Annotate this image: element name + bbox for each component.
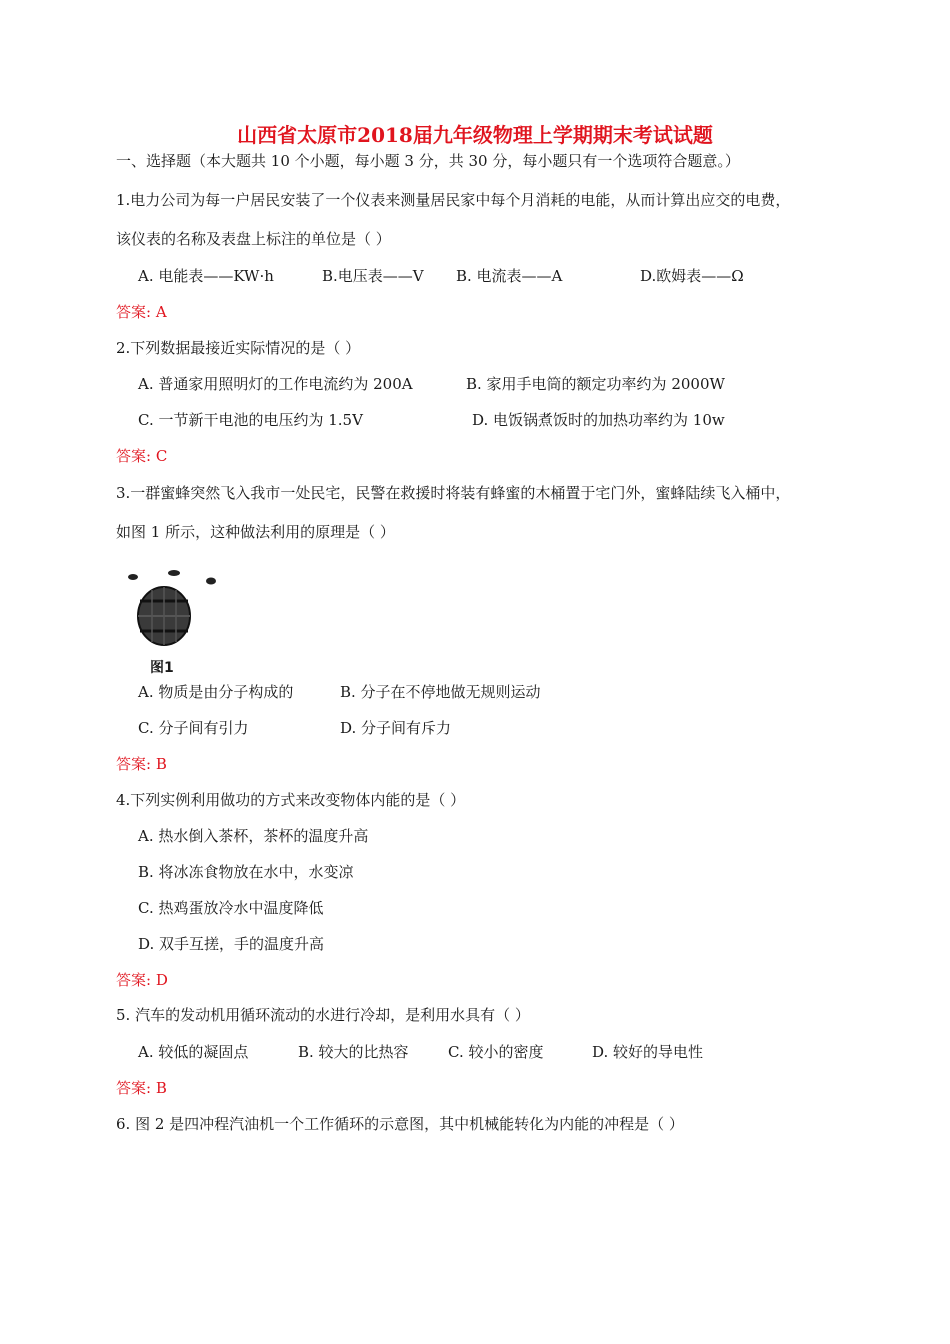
q3-option-b: B. 分子在不停地做无规则运动 <box>340 683 541 701</box>
q4-answer: 答案: D <box>116 971 168 989</box>
q2-option-d: D. 电饭锅煮饭时的加热功率约为 10w <box>472 411 725 429</box>
q1-stem-line2: 该仪表的名称及表盘上标注的单位是（ ） <box>116 230 391 248</box>
q6-stem: 6. 图 2 是四冲程汽油机一个工作循环的示意图，其中机械能转化为内能的冲程是（ ） <box>116 1115 684 1133</box>
q2-stem: 2.下列数据最接近实际情况的是（ ） <box>116 339 361 357</box>
q4-option-c: C. 热鸡蛋放冷水中温度降低 <box>138 899 324 917</box>
q1-stem-line1: 1.电力公司为每一户居民安装了一个仪表来测量居民家中每个月消耗的电能，从而计算出应交的电费， <box>116 191 791 209</box>
q2-option-b: B. 家用手电筒的额定功率约为 2000W <box>466 375 725 393</box>
document-title: 山西省太原市2018届九年级物理上学期期末考试试题 <box>237 123 713 147</box>
q3-answer: 答案: B <box>116 755 167 773</box>
q1-option-d: D.欧姆表——Ω <box>640 267 744 285</box>
q3-option-c: C. 分子间有引力 <box>138 719 249 737</box>
q2-option-c: C. 一节新干电池的电压约为 1.5V <box>138 411 363 429</box>
q1-option-a: A. 电能表——KW·h <box>138 267 274 285</box>
q4-option-d: D. 双手互搓，手的温度升高 <box>138 935 325 953</box>
q5-answer: 答案: B <box>116 1079 167 1097</box>
section-heading: 一、选择题（本大题共 10 个小题，每小题 3 分，共 30 分，每小题只有一个选项符合题意。） <box>116 152 740 170</box>
q2-option-a: A. 普通家用照明灯的工作电流约为 200A <box>138 375 413 393</box>
q5-option-c: C. 较小的密度 <box>448 1043 544 1061</box>
q5-stem: 5. 汽车的发动机用循环流动的水进行冷却，是利用水具有（ ） <box>116 1006 530 1024</box>
q2-answer: 答案: C <box>116 447 168 465</box>
q1-option-c: B. 电流表——A <box>456 267 563 285</box>
q5-option-b: B. 较大的比热容 <box>298 1043 409 1061</box>
figure-1-label: 图1 <box>150 660 174 676</box>
q3-option-d: D. 分子间有斥力 <box>340 719 452 737</box>
figure-1-bees-barrel <box>118 568 228 678</box>
q1-answer: 答案: A <box>116 303 167 321</box>
q1-option-b: B.电压表——V <box>322 267 424 285</box>
q5-option-a: A. 较低的凝固点 <box>138 1043 249 1061</box>
q3-option-a: A. 物质是由分子构成的 <box>138 683 294 701</box>
q3-stem-line1: 3.一群蜜蜂突然飞入我市一处民宅，民警在救援时将装有蜂蜜的木桶置于宅门外，蜜蜂陆续飞入桶中， <box>116 484 791 502</box>
q4-option-b: B. 将冰冻食物放在水中，水变凉 <box>138 863 354 881</box>
q3-stem-line2: 如图 1 所示，这种做法利用的原理是（ ） <box>116 523 395 541</box>
q4-stem: 4.下列实例利用做功的方式来改变物体内能的是（ ） <box>116 791 466 809</box>
q5-option-d: D. 较好的导电性 <box>592 1043 704 1061</box>
q4-option-a: A. 热水倒入茶杯，茶杯的温度升高 <box>138 827 369 845</box>
